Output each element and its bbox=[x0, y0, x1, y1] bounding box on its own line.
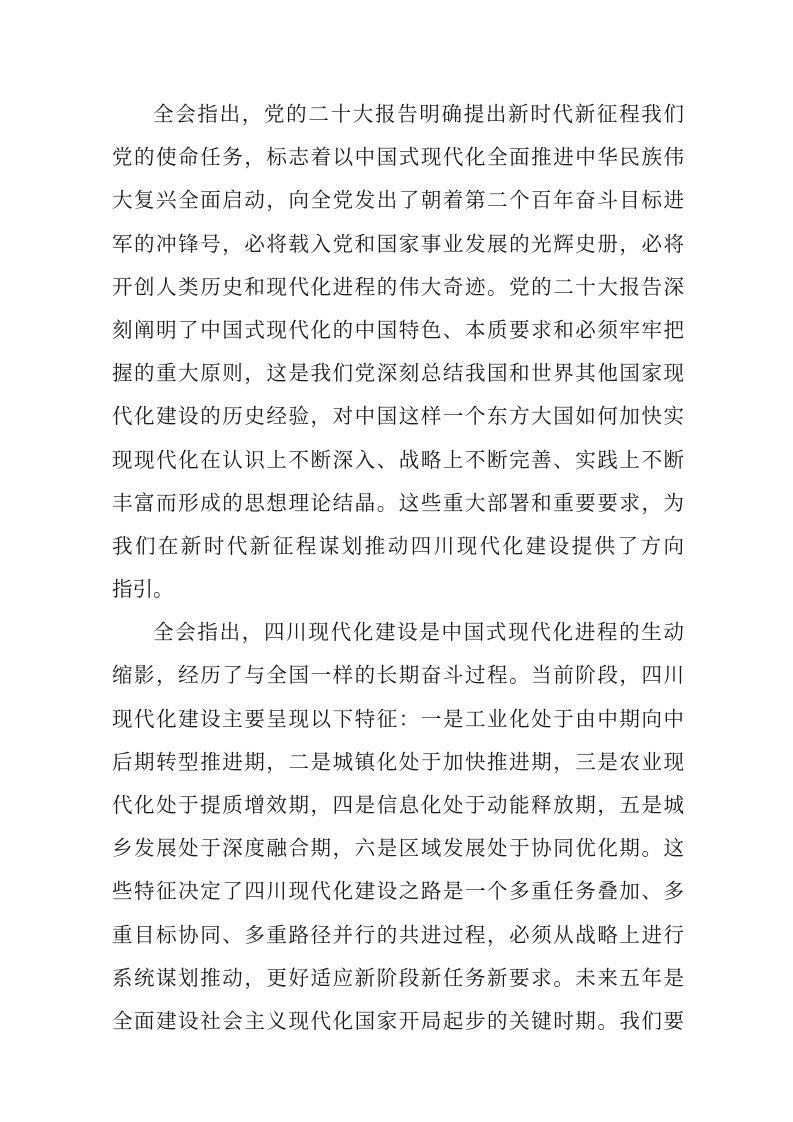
paragraph-line: 党的使命任务，标志着以中国式现代化全面推进中华民族伟 bbox=[112, 145, 684, 170]
paragraph-line: 军的冲锋号，必将载入党和国家事业发展的光辉史册，必将 bbox=[112, 231, 684, 256]
paragraph-line: 指引。 bbox=[112, 577, 174, 602]
paragraph-line: 握的重大原则，这是我们党深刻总结我国和世界其他国家现 bbox=[112, 361, 684, 386]
paragraph-line: 乡发展处于深度融合期，六是区域发展处于协同优化期。这 bbox=[112, 836, 684, 861]
paragraph-line: 我们在新时代新征程谋划推动四川现代化建设提供了方向 bbox=[112, 533, 684, 558]
paragraph-line: 后期转型推进期，二是城镇化处于加快推进期，三是农业现 bbox=[112, 749, 684, 774]
paragraph-1 bbox=[112, 93, 684, 611]
paragraph-line: 现现代化在认识上不断深入、战略上不断完善、实践上不断 bbox=[112, 447, 684, 472]
paragraph-line: 些特征决定了四川现代化建设之路是一个多重任务叠加、多 bbox=[112, 879, 684, 904]
paragraph-line: 缩影，经历了与全国一样的长期奋斗过程。当前阶段，四川 bbox=[112, 663, 684, 688]
paragraph-2 bbox=[112, 611, 684, 1043]
paragraph-line: 全会指出，四川现代化建设是中国式现代化进程的生动 bbox=[153, 620, 684, 645]
paragraph-line: 系统谋划推动，更好适应新阶段新任务新要求。未来五年是 bbox=[112, 965, 684, 990]
paragraph-line: 重目标协同、多重路径并行的共进过程，必须从战略上进行 bbox=[112, 922, 684, 947]
paragraph-line: 全会指出，党的二十大报告明确提出新时代新征程我们 bbox=[153, 102, 684, 126]
paragraph-line: 代化建设的历史经验，对中国这样一个东方大国如何加快实 bbox=[112, 404, 684, 429]
paragraph-line: 现代化建设主要呈现以下特征：一是工业化处于由中期向中 bbox=[112, 706, 684, 731]
body-text bbox=[112, 93, 684, 1043]
paragraph-line: 开创人类历史和现代化进程的伟大奇迹。党的二十大报告深 bbox=[112, 274, 684, 299]
paragraph-line: 全面建设社会主义现代化国家开局起步的关键时期。我们要 bbox=[112, 1008, 684, 1033]
paragraph-line: 丰富而形成的思想理论结晶。这些重大部署和重要要求，为 bbox=[112, 490, 684, 515]
paragraph-line: 代化处于提质增效期，四是信息化处于动能释放期，五是城 bbox=[112, 793, 684, 817]
paragraph-line: 刻阐明了中国式现代化的中国特色、本质要求和必须牢牢把 bbox=[112, 317, 684, 342]
paragraph-line: 大复兴全面启动，向全党发出了朝着第二个百年奋斗目标进 bbox=[112, 188, 684, 213]
